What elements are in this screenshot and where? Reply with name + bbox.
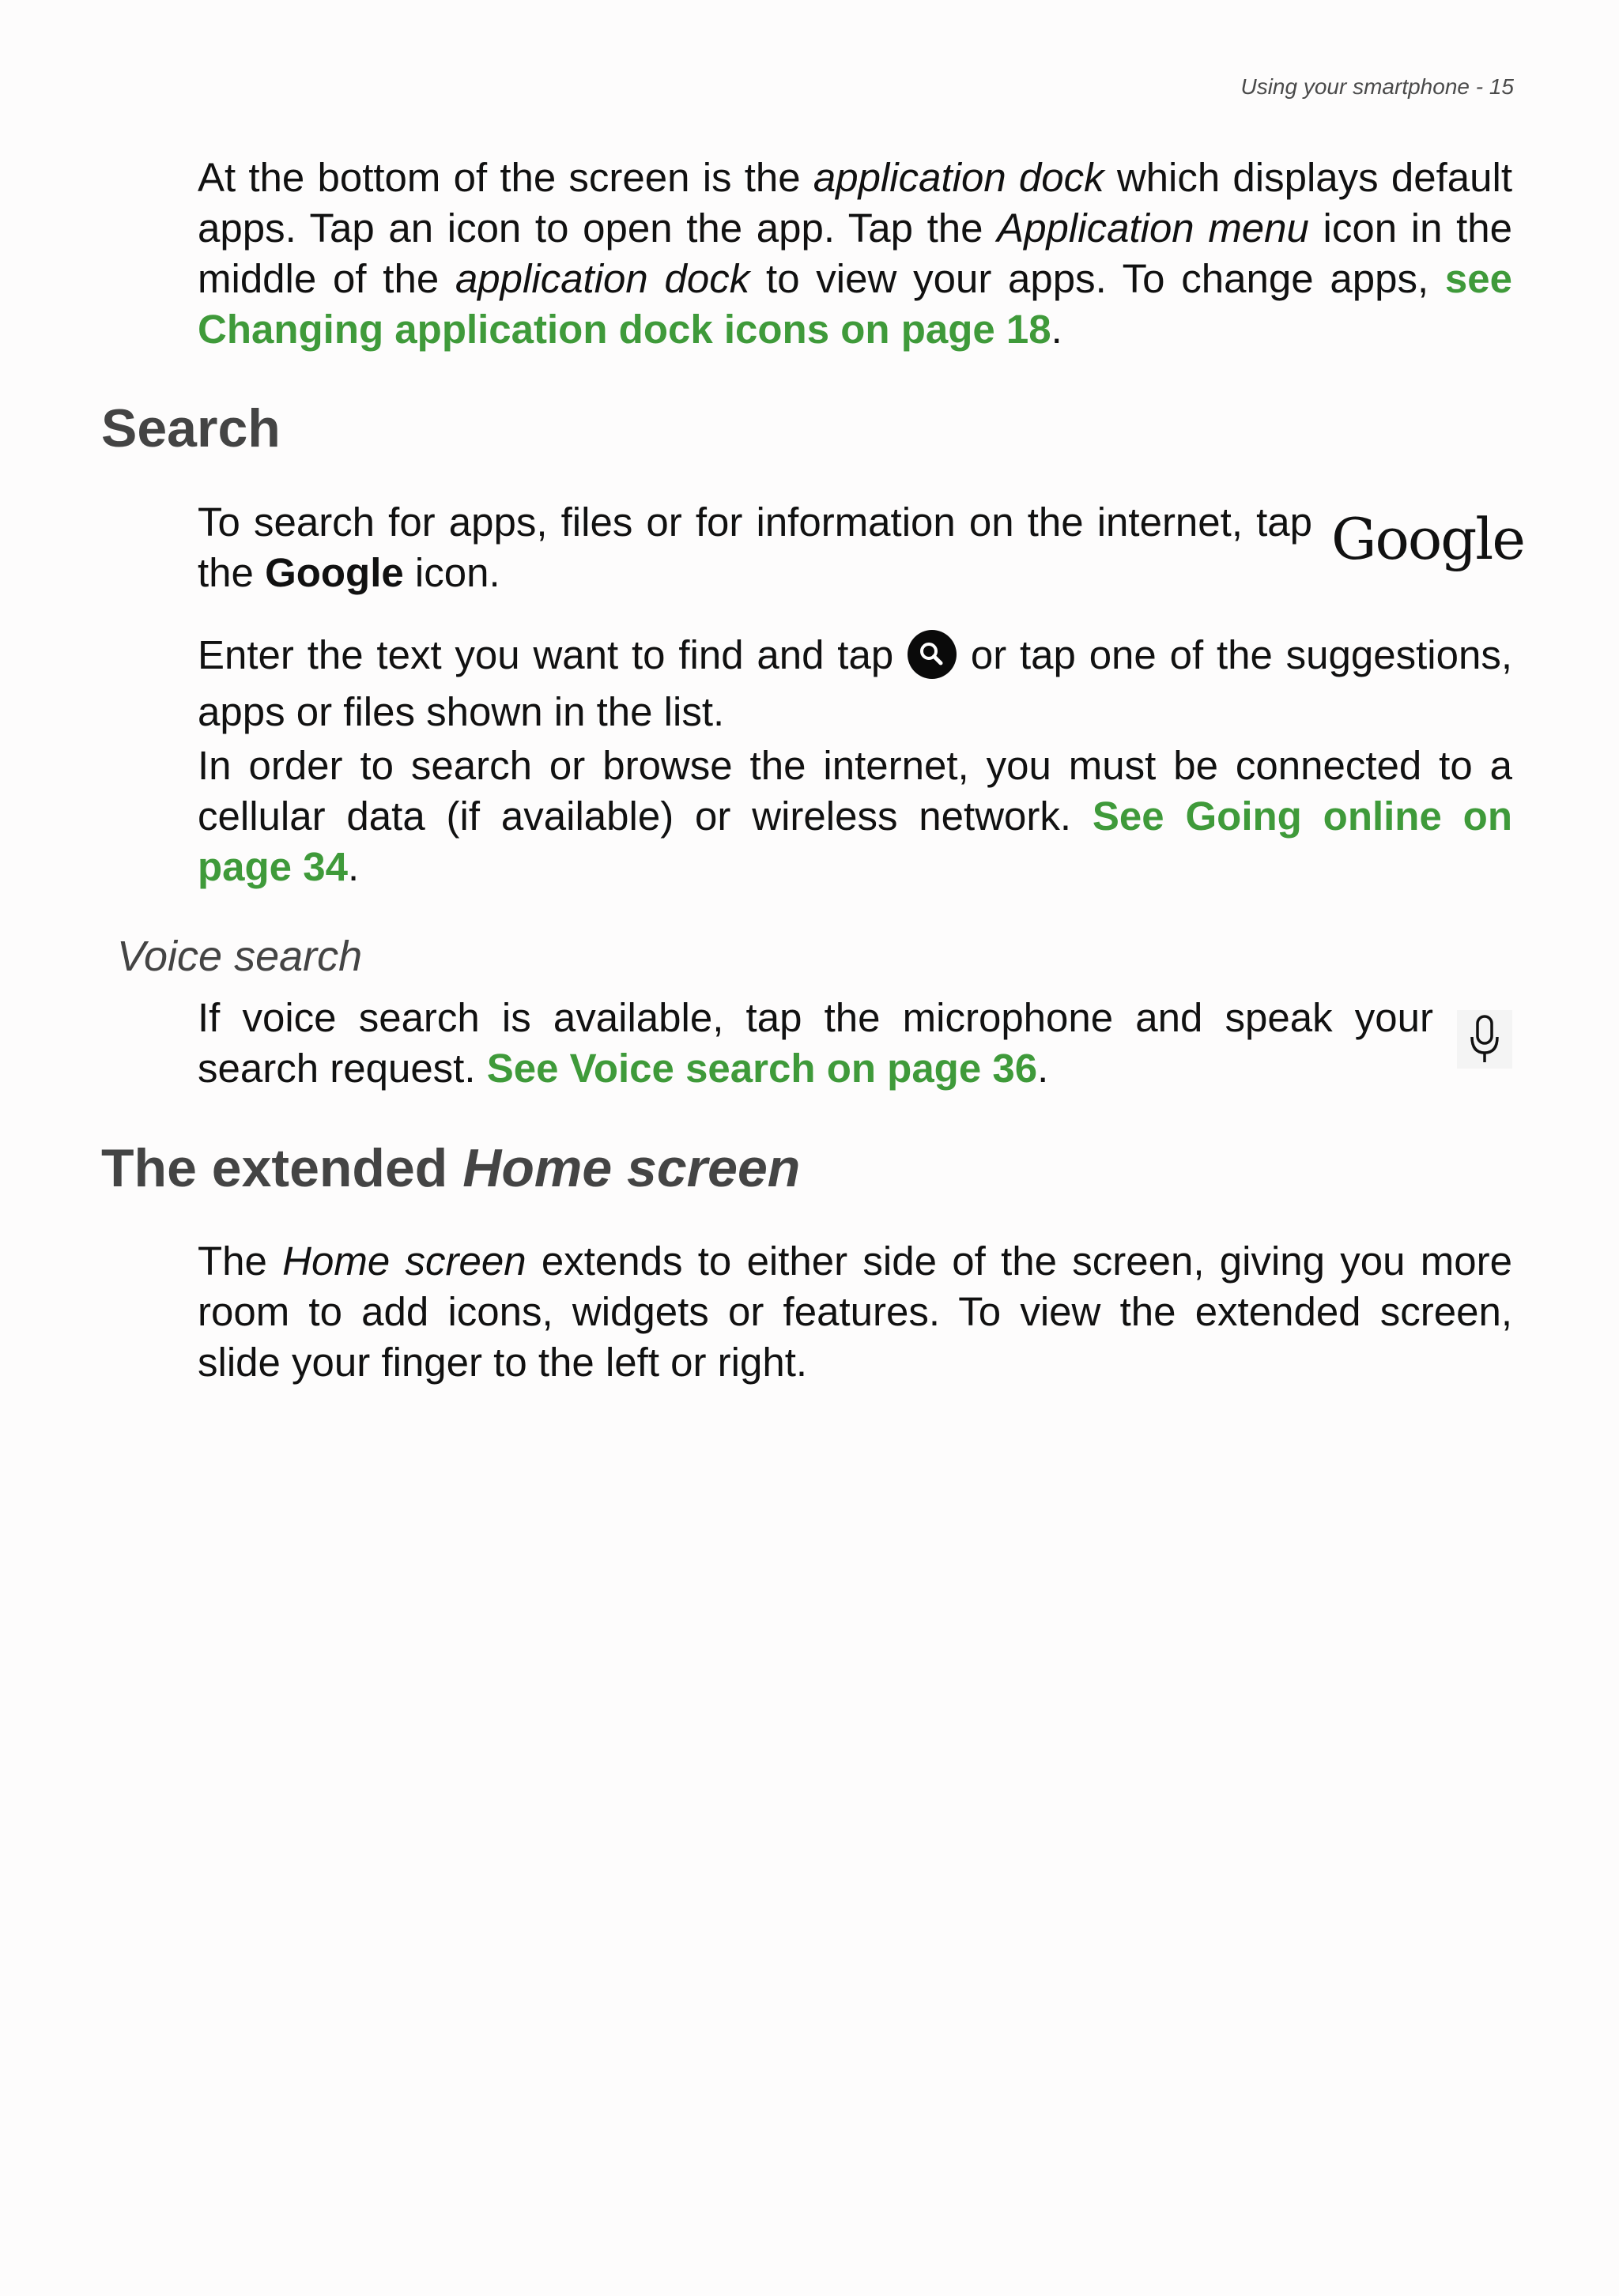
heading-extended-home-screen xyxy=(101,1137,800,1200)
heading-text: The extended xyxy=(101,1138,463,1198)
text-run: which displays default apps. Tap an icon to open the app. Tap the xyxy=(198,155,1512,251)
search-paragraph-1 xyxy=(198,497,1312,598)
search-icon[interactable] xyxy=(907,629,957,687)
voice-search-paragraph xyxy=(198,993,1433,1094)
text-run: To search for apps, files or for information on the internet, tap the xyxy=(198,500,1312,595)
emphasis-application-dock: application dock xyxy=(813,155,1104,200)
emphasis-home-screen: Home screen xyxy=(282,1238,526,1284)
text-run: or tap one of the suggestions, apps or files shown in the list. xyxy=(198,631,1512,734)
text-run: extends to either side of the screen, giving you more room to add icons, widgets or features. To view the extended screen, slide your finger to the left or right. xyxy=(198,1238,1512,1385)
heading-voice-search: Voice search xyxy=(117,933,363,980)
microphone-icon[interactable] xyxy=(1457,1010,1512,1069)
text-run: to view your apps. To change apps, xyxy=(749,256,1445,301)
text-run: In order to search or browse the internet, you must be connected to a cellular data (if available) or wireless network. xyxy=(198,743,1512,839)
link-voice-search[interactable]: See Voice search on page 36 xyxy=(486,1046,1038,1091)
bold-google: Google xyxy=(265,550,404,595)
heading-emphasis: Home screen xyxy=(462,1138,801,1198)
search-paragraph-3 xyxy=(198,741,1512,892)
text-run: At the bottom of the screen is the xyxy=(198,155,813,200)
google-logo-icon[interactable]: Google xyxy=(1331,506,1524,572)
link-going-online[interactable]: See Going online on page 34 xyxy=(198,794,1512,889)
search-paragraph-2 xyxy=(198,629,1512,737)
intro-paragraph xyxy=(198,153,1512,355)
text-run: icon in the middle of the xyxy=(198,205,1512,301)
link-changing-dock-icons[interactable]: see Changing application dock icons on page 18 xyxy=(198,256,1512,352)
text-run: . xyxy=(1051,307,1062,352)
text-run: icon. xyxy=(403,550,500,595)
text-run: The xyxy=(198,1238,283,1284)
running-header: Using your smartphone - 15 xyxy=(1240,74,1514,99)
emphasis-application-dock: application dock xyxy=(455,256,750,301)
extended-home-paragraph xyxy=(198,1236,1512,1388)
text-run: . xyxy=(1037,1046,1049,1091)
emphasis-application-menu: Application menu xyxy=(997,205,1309,251)
text-run: . xyxy=(347,844,360,889)
text-run: Enter the text you want to find and tap xyxy=(198,631,908,677)
text-run: If voice search is available, tap the microphone and speak your search request. xyxy=(198,995,1433,1091)
heading-search: Search xyxy=(101,398,281,458)
